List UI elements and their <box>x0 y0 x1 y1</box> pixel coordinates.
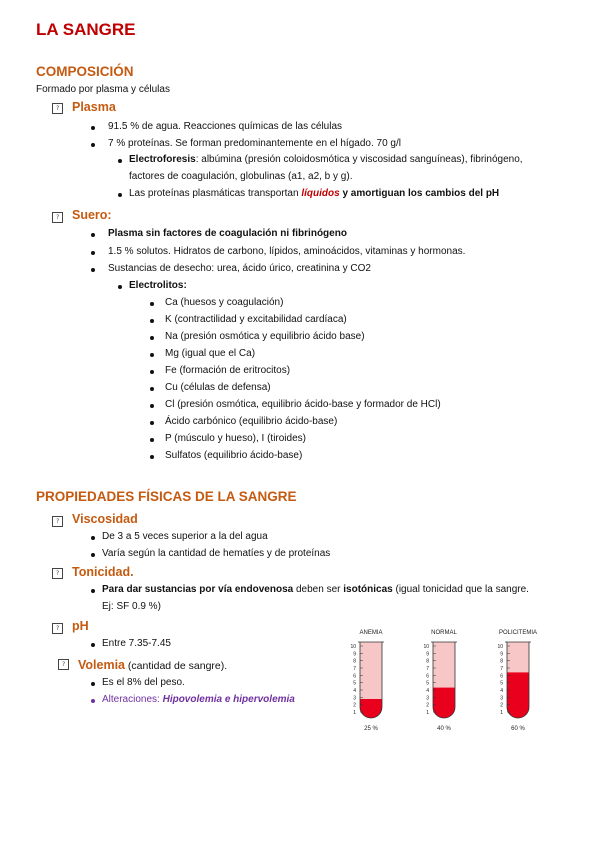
scale-tick-label: 9 <box>426 651 429 658</box>
bullet-icon <box>118 159 122 163</box>
proteinas-text-bold: y amortiguan los cambios del pH <box>339 188 500 199</box>
electrolito-item: K (contractilidad y excitabilidad cardíaca) <box>165 314 347 325</box>
checkbox-icon: ? <box>58 659 69 670</box>
subheading-volemia-line <box>78 656 227 674</box>
bullet-icon <box>91 536 95 540</box>
scale-tick-label: 1 <box>426 710 429 716</box>
scale-tick-label: 8 <box>426 658 429 665</box>
scale-tick-label: 2 <box>500 702 503 709</box>
bullet-icon <box>150 438 154 442</box>
scale-tick-label: 10 <box>497 644 503 650</box>
list-item: 7 % proteínas. Se forman predominantemente en el hígado. 70 g/l <box>108 138 401 149</box>
bullet-icon <box>150 404 154 408</box>
electrolito-item: Ca (huesos y coagulación) <box>165 297 284 308</box>
tube-label: POLICITEMIA <box>498 630 538 636</box>
bullet-icon <box>91 126 95 130</box>
bullet-icon <box>150 455 154 459</box>
bullet-icon <box>91 143 95 147</box>
bullet-icon <box>150 319 154 323</box>
bullet-icon <box>150 387 154 391</box>
scale-tick-label: 6 <box>500 673 503 680</box>
tonicidad-bold-2: isotónicas <box>343 584 393 595</box>
bullet-icon <box>150 370 154 374</box>
tube-percent-label: 60 % <box>511 726 525 732</box>
list-item: 91.5 % de agua. Reacciones químicas de las células <box>108 121 343 132</box>
scale-tick-label: 5 <box>426 680 429 687</box>
section-heading-propiedades: PROPIEDADES FÍSICAS DE LA SANGRE <box>36 489 297 504</box>
scale-tick-label: 10 <box>350 644 356 650</box>
scale-tick-label: 2 <box>353 702 356 709</box>
list-item: Sustancias de desecho: urea, ácido úrico, creatinina y CO2 <box>108 263 371 274</box>
scale-tick-label: 8 <box>500 658 503 665</box>
scale-tick-label: 7 <box>500 666 503 672</box>
checkbox-icon: ? <box>52 103 63 114</box>
electrolito-item: Sulfatos (equilibrio ácido-base) <box>165 450 303 461</box>
electrolito-item: Mg (igual que el Ca) <box>165 348 256 359</box>
subheading-ph: pH <box>72 619 89 633</box>
composicion-intro: Formado por plasma y células <box>36 84 170 95</box>
list-item-proteinas <box>129 187 499 200</box>
tube-percent-label: 40 % <box>437 726 451 732</box>
bullet-icon <box>150 336 154 340</box>
tonicidad-line2: Ej: SF 0.9 %) <box>102 601 161 612</box>
bullet-icon <box>118 285 122 289</box>
subheading-plasma: Plasma <box>72 100 116 114</box>
bullet-icon <box>150 421 154 425</box>
list-item-alteraciones <box>102 693 295 706</box>
volemia-note: (cantidad de sangre). <box>125 660 228 672</box>
checkbox-icon: ? <box>52 568 63 579</box>
scale-tick-label: 10 <box>423 644 429 650</box>
electrolito-item: Ácido carbónico (equilibrio ácido-base) <box>165 416 338 427</box>
scale-tick-label: 2 <box>426 702 429 709</box>
proteinas-text: Las proteínas plasmáticas transportan <box>129 188 302 199</box>
scale-tick-label: 8 <box>353 658 356 665</box>
bullet-icon <box>91 643 95 647</box>
scale-tick-label: 5 <box>353 680 356 687</box>
scale-tick-label: 6 <box>353 673 356 680</box>
electrolito-item: Na (presión osmótica y equilibrio ácido base) <box>165 331 365 342</box>
bullet-icon <box>91 268 95 272</box>
page-title: LA SANGRE <box>36 20 136 39</box>
electrolito-item: P (músculo y hueso), I (tiroides) <box>165 433 306 444</box>
tube-label: NORMAL <box>431 630 457 636</box>
alteraciones-value: Hipovolemia e hipervolemia <box>162 694 295 705</box>
list-item-tonicidad <box>102 583 529 596</box>
list-item: Es el 8% del peso. <box>102 677 185 688</box>
bullet-icon <box>91 682 95 686</box>
bullet-icon <box>91 589 95 593</box>
hematocrit-figure <box>330 622 558 734</box>
list-item-electroforesis <box>129 153 523 166</box>
scale-tick-label: 4 <box>500 688 503 694</box>
scale-tick-label: 9 <box>500 651 503 658</box>
electroforesis-text-cont: factores de coagulación, globulinas (a1, a2, b y g). <box>129 171 353 182</box>
red-cell-fill <box>507 672 529 720</box>
scale-tick-label: 7 <box>426 666 429 672</box>
scale-tick-label: 5 <box>500 680 503 687</box>
scale-tick-label: 6 <box>426 673 429 680</box>
scale-tick-label: 3 <box>500 695 503 702</box>
scale-tick-label: 3 <box>353 695 356 702</box>
section-heading-composicion: COMPOSICIÓN <box>36 64 134 79</box>
tonicidad-text: deben ser <box>293 584 344 595</box>
tonicidad-bold-1: Para dar sustancias por vía endovenosa <box>102 584 294 595</box>
list-item: Varía según la cantidad de hematíes y de proteínas <box>102 548 331 559</box>
checkbox-icon: ? <box>52 212 63 223</box>
subheading-volemia: Volemia <box>78 658 126 672</box>
subheading-suero: Suero: <box>72 208 112 222</box>
bullet-icon <box>118 193 122 197</box>
list-item: De 3 a 5 veces superior a la del agua <box>102 531 268 542</box>
tube-label: ANEMIA <box>359 630 383 636</box>
subheading-tonicidad: Tonicidad. <box>72 565 134 579</box>
electrolitos-label: Electrolitos: <box>129 280 187 291</box>
subheading-viscosidad: Viscosidad <box>72 512 138 526</box>
scale-tick-label: 4 <box>353 688 356 694</box>
electrolito-item: Cl (presión osmótica, equilibrio ácido-base y formador de HCl) <box>165 399 441 410</box>
bullet-icon <box>91 251 95 255</box>
electrolito-item: Fe (formación de eritrocitos) <box>165 365 291 376</box>
tube-percent-label: 25 % <box>364 726 378 732</box>
alteraciones-label: Alteraciones: <box>102 694 163 705</box>
bullet-icon <box>150 353 154 357</box>
scale-tick-label: 7 <box>353 666 356 672</box>
list-item: 1.5 % solutos. Hidratos de carbono, lípidos, aminoácidos, vitaminas y hormonas. <box>108 246 466 257</box>
bullet-icon <box>91 699 95 703</box>
scale-tick-label: 1 <box>353 710 356 716</box>
scale-tick-label: 9 <box>353 651 356 658</box>
electrolito-item: Cu (células de defensa) <box>165 382 271 393</box>
emphasis-liquidos: líquidos <box>301 188 340 199</box>
list-item: Entre 7.35-7.45 <box>102 638 171 649</box>
tonicidad-text-end: (igual tonicidad que la sangre. <box>392 584 529 595</box>
checkbox-icon: ? <box>52 623 63 634</box>
scale-tick-label: 3 <box>426 695 429 702</box>
electroforesis-text: : albúmina (presión coloidosmótica y viscosidad sanguíneas), fibrinógeno, <box>195 154 523 165</box>
scale-tick-label: 1 <box>500 710 503 716</box>
electroforesis-label: Electroforesis <box>129 154 196 165</box>
bullet-icon <box>150 302 154 306</box>
list-item: Plasma sin factores de coagulación ni fibrinógeno <box>108 228 347 239</box>
bullet-icon <box>91 233 95 237</box>
checkbox-icon: ? <box>52 516 63 527</box>
bullet-icon <box>91 553 95 557</box>
scale-tick-label: 4 <box>426 688 429 694</box>
